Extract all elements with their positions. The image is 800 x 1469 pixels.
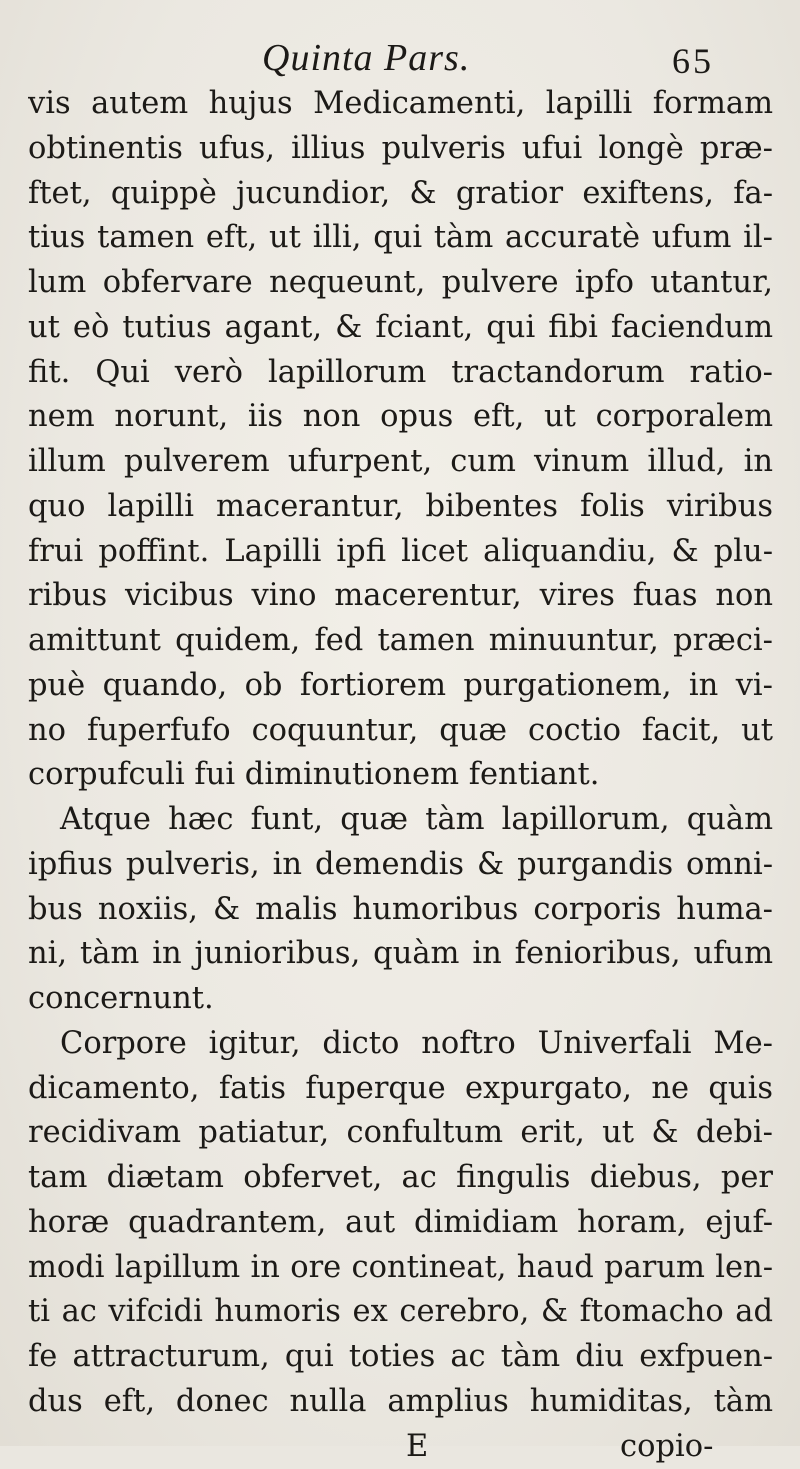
text-line: quo lapilli macerantur, bibentes folis viribus (28, 485, 773, 530)
text-line: recidivam patiatur, confultum erit, ut & debi- (28, 1111, 773, 1156)
text-line: lum obfervare nequeunt, pulvere ipfo utantur, (28, 261, 773, 306)
text-line: dus eft, donec nulla amplius humiditas, tàm (28, 1380, 773, 1425)
body-text (28, 82, 773, 1469)
text-line: frui poffint. Lapilli ipfi licet aliquandiu, & plu- (28, 530, 773, 575)
text-line: ribus vicibus vino macerentur, vires fuas non (28, 574, 773, 619)
signature-mark: E (406, 1425, 428, 1469)
page-header (0, 36, 800, 86)
text-line: ipfius pulveris, in demendis & purgandis omni- (28, 843, 773, 888)
text-line: nem norunt, iis non opus eft, ut corporalem (28, 395, 773, 440)
text-line: corpufculi fui diminutionem fentiant. (28, 753, 773, 798)
text-line: fit. Qui verò lapillorum tractandorum ratio- (28, 351, 773, 396)
text-line: ftet, quippè jucundior, & gratior exiftens, fa- (28, 172, 773, 217)
text-line: bus noxiis, & malis humoribus corporis huma- (28, 888, 773, 933)
catchword: copio- (620, 1425, 713, 1469)
text-line: puè quando, ob fortiorem purgationem, in vi- (28, 664, 773, 709)
text-line: horæ quadrantem, aut dimidiam horam, ejuf- (28, 1201, 773, 1246)
text-line: modi lapillum in ore contineat, haud parum len- (28, 1246, 773, 1291)
text-line: tam diætam obfervet, ac fingulis diebus, per (28, 1156, 773, 1201)
text-line: ti ac vifcidi humoris ex cerebro, & ftomacho ad (28, 1290, 773, 1335)
text-line: ut eò tutius agant, & fciant, qui fibi faciendum (28, 306, 773, 351)
text-line: illum pulverem ufurpent, cum vinum illud, in (28, 440, 773, 485)
text-line: Corpore igitur, dicto noftro Univerfali Me- (28, 1022, 773, 1067)
text-line: amittunt quidem, fed tamen minuuntur, præci- (28, 619, 773, 664)
page-footer (28, 1425, 773, 1469)
text-line: vis autem hujus Medicamenti, lapilli formam (28, 82, 773, 127)
text-line: ni, tàm in junioribus, quàm in fenioribus, ufum (28, 932, 773, 977)
text-line: tius tamen eft, ut illi, qui tàm accuratè ufum il- (28, 216, 773, 261)
text-line: fe attracturum, qui toties ac tàm diu exfpuen- (28, 1335, 773, 1380)
text-line: concernunt. (28, 977, 773, 1022)
text-line: obtinentis ufus, illius pulveris ufui longè præ- (28, 127, 773, 172)
running-head: Quinta Pars. (262, 36, 470, 80)
text-line: no fuperfufo coquuntur, quæ coctio facit, ut (28, 709, 773, 754)
page-number: 65 (672, 40, 714, 82)
text-line: dicamento, fatis fuperque expurgato, ne quis (28, 1067, 773, 1112)
text-line: Atque hæc funt, quæ tàm lapillorum, quàm (28, 798, 773, 843)
